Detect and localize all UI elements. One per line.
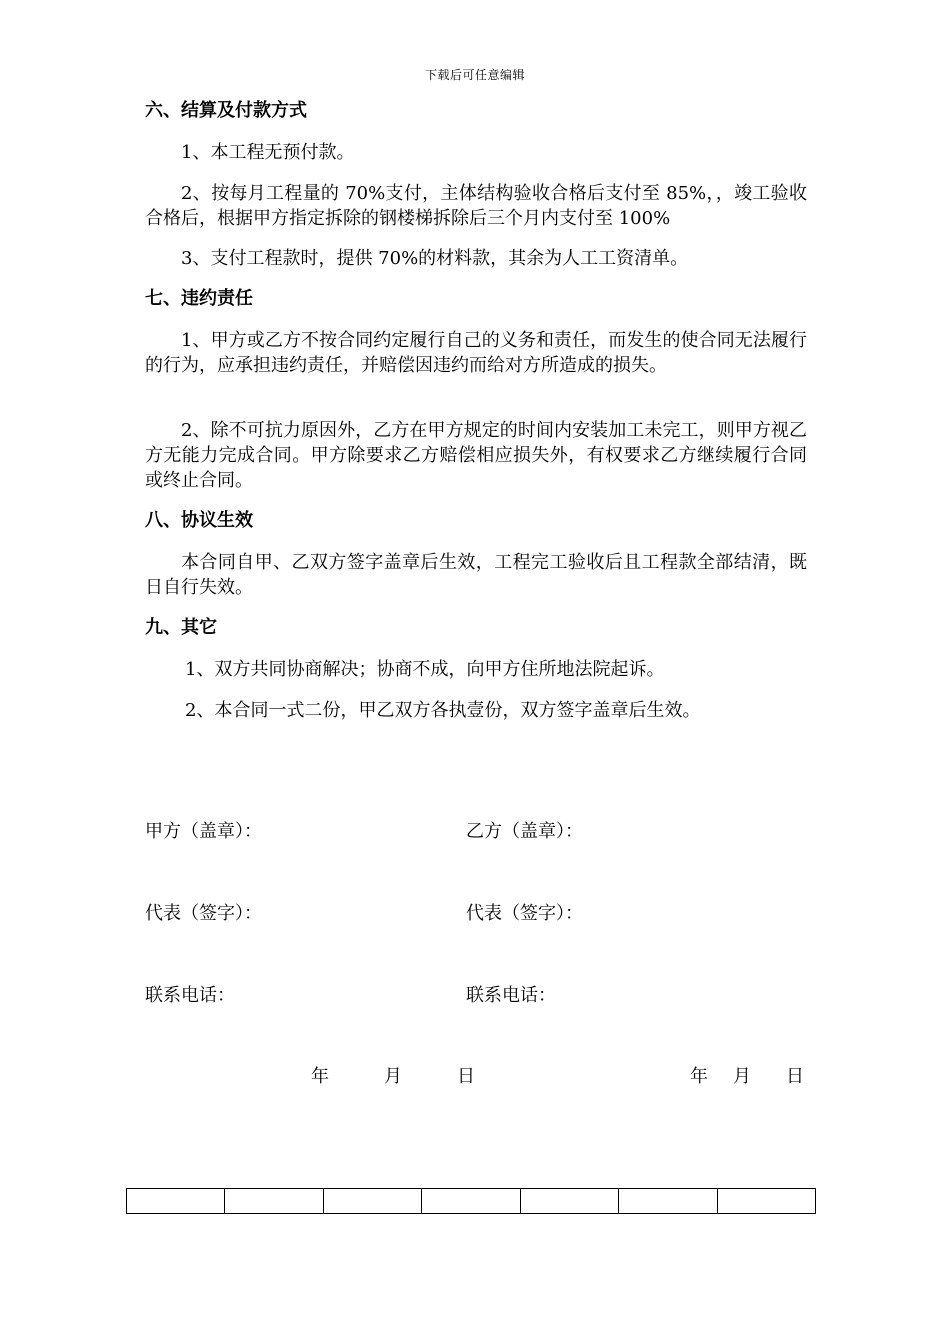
paragraph-effective-term: 本合同自甲、乙双方签字盖章后生效，工程完工验收后且工程款全部结清，既日自行失效。 bbox=[145, 552, 807, 598]
paragraph-monthly-payment: 2、按每月工程量的 70%支付，主体结构验收合格后支付至 85%，，竣工验收合格后，根据甲方指定拆除的钢楼梯拆除后三个月内支付至 100% bbox=[145, 183, 807, 229]
table-cell bbox=[225, 1189, 323, 1214]
paragraph-copies: 2、本合同一式二份，甲乙双方各执壹份，双方签字盖章后生效。 bbox=[185, 700, 701, 721]
party-a-phone-label: 联系电话： bbox=[145, 985, 235, 1006]
table-cell bbox=[619, 1189, 717, 1214]
party-b-date-day: 日 bbox=[786, 1066, 804, 1087]
party-a-representative-label: 代表（签字）： bbox=[145, 903, 262, 924]
party-a-date-day: 日 bbox=[457, 1066, 475, 1087]
party-a-date-month: 月 bbox=[384, 1066, 402, 1087]
party-b-date-month: 月 bbox=[733, 1066, 751, 1087]
table-cell bbox=[323, 1189, 421, 1214]
paragraph-no-prepayment: 1、本工程无预付款。 bbox=[181, 142, 355, 163]
table-row bbox=[127, 1189, 816, 1214]
table-cell bbox=[127, 1189, 225, 1214]
party-b-date-year: 年 bbox=[690, 1066, 708, 1087]
table-cell bbox=[422, 1189, 520, 1214]
paragraph-force-majeure: 2、除不可抗力原因外，乙方在甲方规定的时间内安装加工未完工，则甲方视乙方无能力完成合同。甲方除要求乙方赔偿相应损失外，有权要求乙方继续履行合同或终止合同。 bbox=[145, 420, 807, 491]
table-cell bbox=[717, 1189, 815, 1214]
paragraph-material-payment: 3、支付工程款时，提供 70%的材料款，其余为人工工资清单。 bbox=[181, 248, 689, 269]
party-b-seal-label: 乙方（盖章）： bbox=[466, 821, 583, 842]
party-b-phone-label: 联系电话： bbox=[466, 985, 556, 1006]
section-heading-breach: 七、违约责任 bbox=[145, 288, 253, 309]
party-a-date-year: 年 bbox=[311, 1066, 329, 1087]
section-heading-other: 九、其它 bbox=[145, 617, 217, 638]
section-heading-settlement: 六、结算及付款方式 bbox=[145, 100, 307, 121]
party-a-seal-label: 甲方（盖章）： bbox=[145, 821, 262, 842]
party-b-representative-label: 代表（签字）： bbox=[466, 903, 583, 924]
header-note: 下载后可任意编辑 bbox=[424, 68, 525, 82]
section-heading-effect: 八、协议生效 bbox=[145, 510, 253, 531]
paragraph-dispute-resolution: 1、双方共同协商解决；协商不成，向甲方住所地法院起诉。 bbox=[185, 659, 665, 680]
paragraph-breach-liability: 1、甲方或乙方不按合同约定履行自己的义务和责任，而发生的使合同无法履行的行为，应承担违约责任，并赔偿因违约而给对方所造成的损失。 bbox=[145, 330, 807, 376]
table-cell bbox=[520, 1189, 618, 1214]
footer-table bbox=[126, 1188, 816, 1214]
